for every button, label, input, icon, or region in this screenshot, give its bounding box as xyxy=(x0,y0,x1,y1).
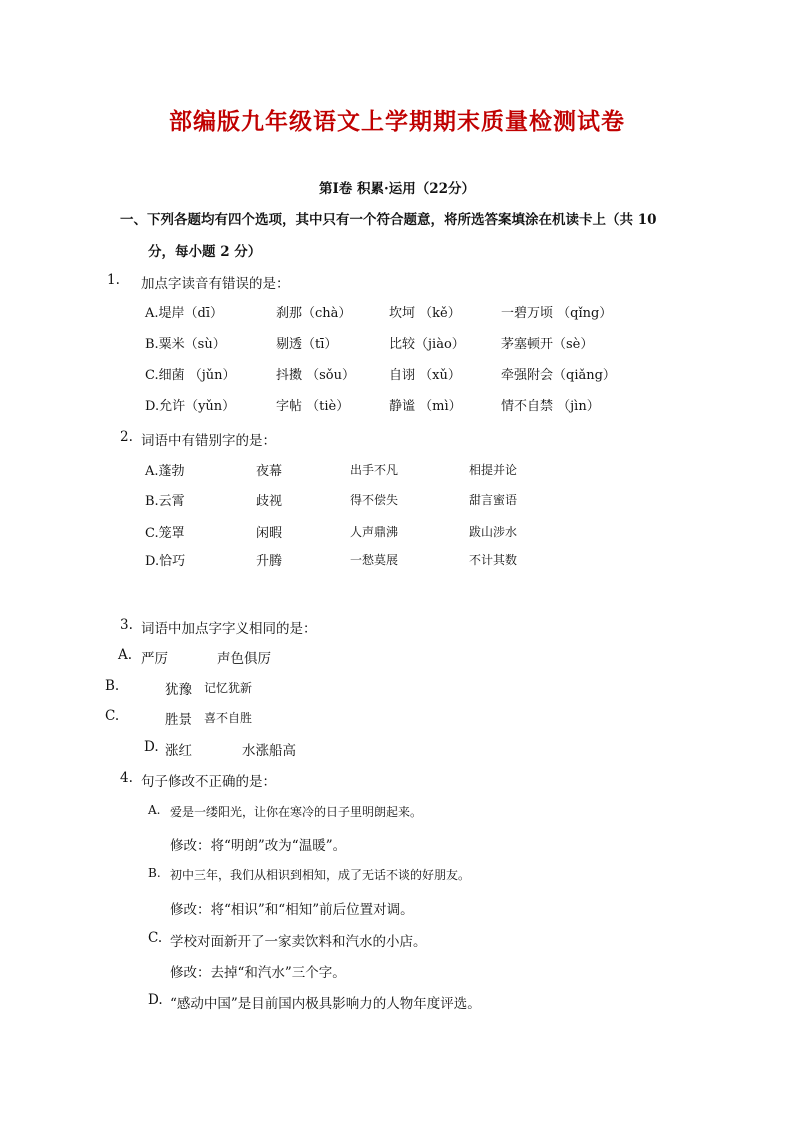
q3-b-word-2: 记忆犹新 xyxy=(204,681,253,695)
q3-a-word-2: 声色俱厉 xyxy=(217,651,271,667)
q2-c-4: 跋山涉水 xyxy=(469,525,518,539)
q2-c-2: 闲暇 xyxy=(256,526,283,541)
q1-b-4: 茅塞顿开（sè） xyxy=(501,337,594,352)
q3-a-label: A. xyxy=(118,647,133,663)
q2-c-1: C.笼罩 xyxy=(145,526,185,541)
q1-b-1: B.粟米（sù） xyxy=(145,337,226,352)
q2-d-2: 升腾 xyxy=(256,554,283,569)
q1-c-2: 抖擞 （sǒu） xyxy=(276,368,356,383)
q1-b-2: 剔透（tī） xyxy=(276,337,338,352)
instruction-line-2: 分，每小题 2 分） xyxy=(148,244,262,260)
q2-d-4: 不计其数 xyxy=(469,553,518,567)
q4-stem: 句子修改不正确的是： xyxy=(141,774,276,790)
q3-number: 3. xyxy=(120,617,133,633)
q3-d-word-1: 涨红 xyxy=(165,743,192,759)
q1-d-1: D.允许（yǔn） xyxy=(145,399,236,414)
q4-c-label: C. xyxy=(148,930,163,946)
q1-d-4: 情不自禁 （jìn） xyxy=(501,399,600,414)
q1-a-2: 刹那（chà） xyxy=(276,306,352,321)
q1-c-1: C.细菌 （jǔn） xyxy=(145,368,236,383)
q1-b-3: 比较（jiào） xyxy=(389,337,465,352)
q3-stem: 词语中加点字字义相同的是： xyxy=(141,621,317,637)
q4-b-fix: 修改：将“相识”和“相知”前后位置对调。 xyxy=(170,902,414,918)
q2-a-2: 夜幕 xyxy=(256,464,283,479)
q2-a-3: 出手不凡 xyxy=(350,463,399,477)
q1-number: 1. xyxy=(107,272,120,288)
page-title: 部编版九年级语文上学期期末质量检测试卷 xyxy=(169,109,625,135)
q3-b-label: B. xyxy=(105,678,120,694)
q2-d-1: D.恰巧 xyxy=(145,554,186,569)
q4-number: 4. xyxy=(120,770,133,786)
q3-c-label: C. xyxy=(105,708,120,724)
q2-a-1: A.蓬勃 xyxy=(145,464,185,479)
q3-c-word-2: 喜不自胜 xyxy=(204,711,253,725)
q4-a-label: A. xyxy=(148,803,161,817)
q2-number: 2. xyxy=(120,429,133,445)
q2-c-3: 人声鼎沸 xyxy=(350,525,399,539)
q2-b-4: 甜言蜜语 xyxy=(469,493,518,507)
q1-c-4: 牵强附会（qiǎng） xyxy=(501,368,616,383)
q2-a-4: 相提并论 xyxy=(469,463,518,477)
q2-b-2: 歧视 xyxy=(256,494,283,509)
q2-d-3: 一愁莫展 xyxy=(350,553,399,567)
q4-d-sentence: “感动中国”是目前国内极具影响力的人物年度评选。 xyxy=(170,996,481,1012)
q4-c-sentence: 学校对面新开了一家卖饮料和汽水的小店。 xyxy=(170,934,427,950)
q3-d-label: D. xyxy=(144,739,159,755)
q2-b-1: B.云霄 xyxy=(145,494,185,509)
q4-a-sentence: 爱是一缕阳光，让你在寒冷的日子里明朗起来。 xyxy=(170,805,423,819)
q3-d-word-2: 水涨船高 xyxy=(242,743,296,759)
q4-c-fix: 修改：去掉“和汽水”三个字。 xyxy=(170,965,346,981)
q4-d-label: D. xyxy=(148,992,163,1008)
q1-stem: 加点字读音有错误的是： xyxy=(141,276,290,292)
q3-b-word-1: 犹豫 xyxy=(165,682,192,698)
q4-a-fix: 修改：将“明朗”改为“温暖”。 xyxy=(170,838,347,854)
section-title: 第Ⅰ卷 积累·运用（22分） xyxy=(318,181,475,197)
q4-b-label: B. xyxy=(148,866,161,880)
instruction-line-1: 一、下列各题均有四个选项，其中只有一个符合题意，将所选答案填涂在机读卡上（共 10 xyxy=(120,212,657,228)
q1-d-2: 字帖 （tiè） xyxy=(276,399,350,414)
q3-a-word-1: 严厉 xyxy=(141,651,168,667)
q1-a-3: 坎坷 （kě） xyxy=(389,306,461,321)
q1-c-3: 自诩 （xǔ） xyxy=(389,368,461,383)
q3-c-word-1: 胜景 xyxy=(165,712,192,728)
q1-a-1: A.堤岸（dī） xyxy=(145,306,224,321)
q2-stem: 词语中有错别字的是： xyxy=(141,433,276,449)
q1-a-4: 一碧万顷 （qǐng） xyxy=(501,306,613,321)
q4-b-sentence: 初中三年，我们从相识到相知，成了无话不谈的好朋友。 xyxy=(170,868,471,882)
q1-d-3: 静谧 （mì） xyxy=(389,399,462,414)
q2-b-3: 得不偿失 xyxy=(350,493,399,507)
